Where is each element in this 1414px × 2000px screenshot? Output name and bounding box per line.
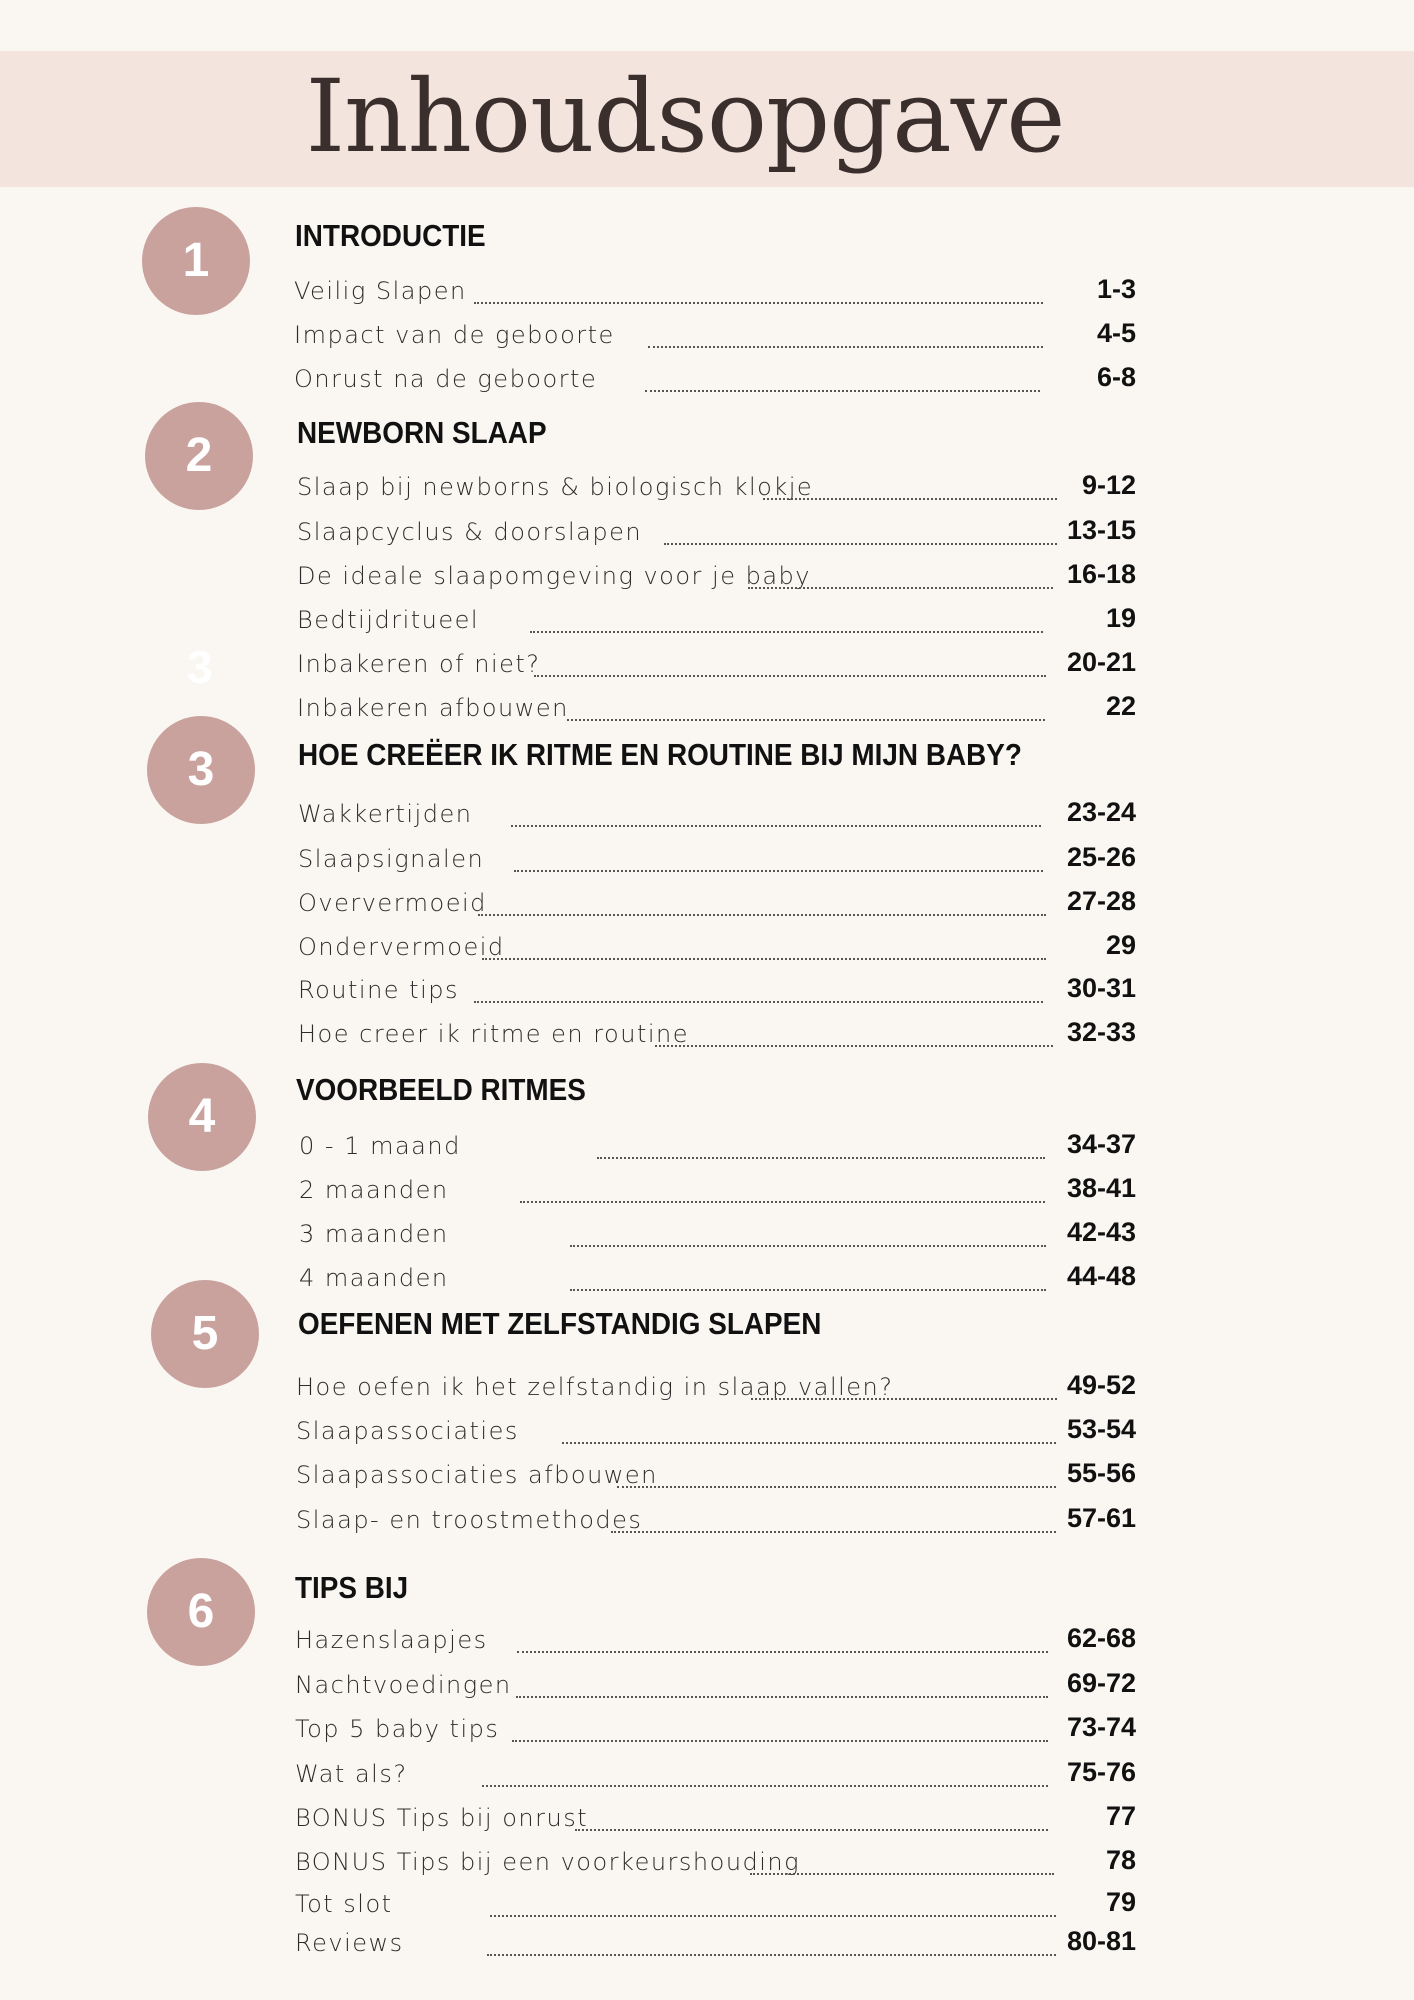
toc-entry-pages[interactable]: 38-41 bbox=[1066, 1173, 1136, 1203]
toc-entry-label[interactable]: Slaapassociaties bbox=[296, 1417, 519, 1445]
toc-entry-pages[interactable]: 53-54 bbox=[1066, 1414, 1136, 1444]
toc-entry-label[interactable]: 0 - 1 maand bbox=[299, 1132, 461, 1160]
toc-entry-pages[interactable]: 27-28 bbox=[1066, 886, 1136, 916]
toc-entry-pages[interactable]: 4-5 bbox=[1096, 318, 1136, 348]
dot-leader bbox=[575, 1829, 1048, 1831]
dot-leader bbox=[482, 958, 1046, 960]
toc-entry-label[interactable]: Reviews bbox=[295, 1929, 404, 1957]
dot-leader bbox=[520, 1201, 1045, 1203]
dot-leader bbox=[487, 1954, 1056, 1956]
section-heading: TIPS BIJ bbox=[295, 1570, 409, 1605]
toc-entry-label[interactable]: 3 maanden bbox=[299, 1220, 449, 1248]
dot-leader bbox=[511, 825, 1041, 827]
page-title: Inhoudsopgave bbox=[305, 58, 1065, 175]
toc-entry-pages[interactable]: 79 bbox=[1105, 1887, 1136, 1917]
dot-leader bbox=[567, 719, 1045, 721]
toc-entry-pages[interactable]: 20-21 bbox=[1066, 647, 1136, 677]
ghost-section-number: 3 bbox=[187, 641, 213, 693]
section-heading: OEFENEN MET ZELFSTANDIG SLAPEN bbox=[298, 1306, 822, 1341]
section-number-badge: 5 bbox=[151, 1280, 259, 1388]
toc-entry-pages[interactable]: 49-52 bbox=[1066, 1370, 1136, 1400]
toc-entry-pages[interactable]: 69-72 bbox=[1066, 1668, 1136, 1698]
toc-entry-label[interactable]: BONUS Tips bij onrust bbox=[295, 1804, 589, 1832]
dot-leader bbox=[648, 346, 1043, 348]
toc-entry-pages[interactable]: 62-68 bbox=[1066, 1623, 1136, 1653]
dot-leader bbox=[645, 390, 1040, 392]
dot-leader bbox=[562, 1442, 1056, 1444]
toc-entry-label[interactable]: Onrust na de geboorte bbox=[294, 365, 598, 393]
dot-leader bbox=[474, 1001, 1043, 1003]
dot-leader bbox=[517, 1651, 1048, 1653]
toc-entry-label[interactable]: De ideale slaapomgeving voor je baby bbox=[297, 562, 811, 590]
section-number-badge: 4 bbox=[148, 1063, 256, 1171]
dot-leader bbox=[570, 1245, 1046, 1247]
dot-leader bbox=[512, 1740, 1048, 1742]
toc-entry-pages[interactable]: 77 bbox=[1105, 1801, 1136, 1831]
section-heading: INTRODUCTIE bbox=[295, 218, 486, 253]
toc-entry-label[interactable]: Routine tips bbox=[298, 976, 459, 1004]
section-heading: VOORBEELD RITMES bbox=[296, 1072, 586, 1107]
toc-entry-label[interactable]: Hoe oefen ik het zelfstandig in slaap vallen? bbox=[296, 1373, 894, 1401]
toc-entry-label[interactable]: Ondervermoeid bbox=[298, 933, 505, 961]
toc-entry-pages[interactable]: 19 bbox=[1105, 603, 1136, 633]
toc-entry-pages[interactable]: 55-56 bbox=[1066, 1458, 1136, 1488]
toc-entry-label[interactable]: Inbakeren afbouwen bbox=[297, 694, 569, 722]
toc-entry-label[interactable]: Oververmoeid bbox=[298, 889, 487, 917]
toc-entry-label[interactable]: Slaapassociaties afbouwen bbox=[296, 1461, 658, 1489]
dot-leader bbox=[516, 1696, 1048, 1698]
dot-leader bbox=[570, 1289, 1046, 1291]
toc-entry-label[interactable]: 4 maanden bbox=[299, 1264, 449, 1292]
toc-entry-pages[interactable]: 23-24 bbox=[1066, 797, 1136, 827]
toc-entry-label[interactable]: Top 5 baby tips bbox=[295, 1715, 500, 1743]
toc-entry-label[interactable]: Slaapcyclus & doorslapen bbox=[297, 518, 643, 546]
section-heading: HOE CREËER IK RITME EN ROUTINE BIJ MIJN BABY? bbox=[298, 737, 1022, 772]
toc-entry-pages[interactable]: 80-81 bbox=[1066, 1926, 1136, 1956]
toc-entry-pages[interactable]: 6-8 bbox=[1096, 362, 1136, 392]
dot-leader bbox=[597, 1157, 1045, 1159]
toc-entry-label[interactable]: Bedtijdritueel bbox=[297, 606, 480, 634]
dot-leader bbox=[514, 870, 1043, 872]
toc-entry-pages[interactable]: 34-37 bbox=[1066, 1129, 1136, 1159]
section-number-badge: 3 bbox=[147, 716, 255, 824]
toc-entry-label[interactable]: Slaapsignalen bbox=[298, 845, 485, 873]
section-number-badge: 1 bbox=[142, 207, 250, 315]
toc-entry-pages[interactable]: 44-48 bbox=[1066, 1261, 1136, 1291]
toc-entry-label[interactable]: Wat als? bbox=[295, 1760, 408, 1788]
toc-entry-pages[interactable]: 57-61 bbox=[1066, 1503, 1136, 1533]
toc-entry-label[interactable]: Tot slot bbox=[295, 1890, 393, 1918]
dot-leader bbox=[490, 1915, 1056, 1917]
section-number-badge: 6 bbox=[147, 1558, 255, 1666]
toc-entry-label[interactable]: 2 maanden bbox=[299, 1176, 449, 1204]
toc-entry-pages[interactable]: 22 bbox=[1105, 691, 1136, 721]
toc-entry-label[interactable]: Slaap- en troostmethodes bbox=[296, 1506, 643, 1534]
toc-entry-pages[interactable]: 16-18 bbox=[1066, 559, 1136, 589]
toc-entry-label[interactable]: Hoe creer ik ritme en routine bbox=[298, 1020, 689, 1048]
dot-leader bbox=[534, 675, 1046, 677]
toc-entry-pages[interactable]: 25-26 bbox=[1066, 842, 1136, 872]
toc-entry-pages[interactable]: 75-76 bbox=[1066, 1757, 1136, 1787]
toc-entry-pages[interactable]: 73-74 bbox=[1066, 1712, 1136, 1742]
toc-entry-label[interactable]: Inbakeren of niet? bbox=[297, 650, 541, 678]
dot-leader bbox=[482, 1785, 1048, 1787]
toc-entry-label[interactable]: Slaap bij newborns & biologisch klokje bbox=[297, 473, 814, 501]
toc-entry-pages[interactable]: 1-3 bbox=[1096, 274, 1136, 304]
toc-entry-pages[interactable]: 9-12 bbox=[1081, 470, 1136, 500]
toc-entry-pages[interactable]: 29 bbox=[1105, 930, 1136, 960]
toc-entry-label[interactable]: Wakkertijden bbox=[298, 800, 473, 828]
section-number-badge: 2 bbox=[145, 402, 253, 510]
toc-entry-pages[interactable]: 42-43 bbox=[1066, 1217, 1136, 1247]
toc-entry-label[interactable]: Veilig Slapen bbox=[294, 277, 467, 305]
toc-entry-label[interactable]: Hazenslaapjes bbox=[295, 1626, 488, 1654]
toc-entry-label[interactable]: BONUS Tips bij een voorkeurshouding bbox=[295, 1848, 801, 1876]
toc-entry-label[interactable]: Nachtvoedingen bbox=[295, 1671, 512, 1699]
section-heading: NEWBORN SLAAP bbox=[297, 415, 547, 450]
toc-entry-pages[interactable]: 78 bbox=[1105, 1845, 1136, 1875]
toc-entry-label[interactable]: Impact van de geboorte bbox=[294, 321, 615, 349]
toc-entry-pages[interactable]: 30-31 bbox=[1066, 973, 1136, 1003]
toc-entry-pages[interactable]: 32-33 bbox=[1066, 1017, 1136, 1047]
dot-leader bbox=[474, 302, 1043, 304]
dot-leader bbox=[478, 914, 1046, 916]
toc-entry-pages[interactable]: 13-15 bbox=[1066, 515, 1136, 545]
dot-leader bbox=[530, 631, 1043, 633]
